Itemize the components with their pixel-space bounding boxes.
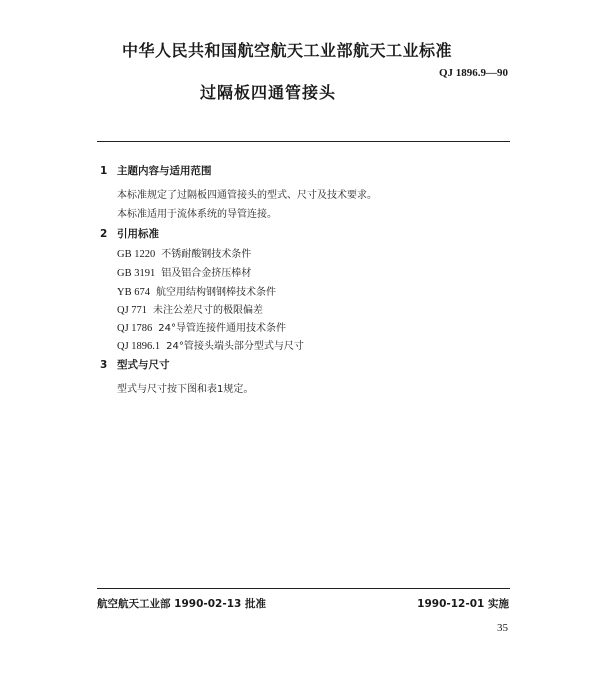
effective-date: 1990-12-01 实施 [417,598,509,610]
reference-title: 24°管接头端头部分型式与尺寸 [166,341,304,352]
section-3-number: 3 [100,359,108,371]
section-2-title: 引用标准 [117,228,159,240]
standard-code: QJ 1896.9—90 [438,67,508,79]
document-title: 过隔板四通管接头 [200,83,337,102]
reference-code: QJ 1786 [117,323,153,334]
section-1-heading [100,163,212,178]
approval-info: 航空航天工业部 1990-02-13 批准 [97,598,266,610]
reference-title: 铝及铝合金挤压棒材 [161,268,252,279]
reference-title: 不锈耐酸钢技术条件 [161,249,252,260]
section-1-line-1: 本标准规定了过隔板四通管接头的型式、尺寸及技术要求。 [117,190,377,201]
issuing-organization: 中华人民共和国航空航天工业部航天工业标准 [122,41,453,60]
reference-item [117,245,251,260]
footer-rule [97,588,510,589]
section-3-title: 型式与尺寸 [117,359,170,371]
section-1-line-2: 本标准适用于流体系统的导管连接。 [117,209,277,220]
reference-title: 未注公差尺寸的极限偏差 [153,305,264,316]
reference-code: GB 3191 [117,268,156,279]
reference-code: QJ 1896.1 [117,341,161,352]
reference-item [117,319,286,334]
reference-item [117,283,276,298]
section-1-title: 主题内容与适用范围 [117,165,212,177]
section-3-line-1: 型式与尺寸按下图和表1规定。 [117,384,254,395]
reference-item [117,337,304,352]
header-rule [97,141,510,142]
section-2-heading [100,226,159,241]
reference-item [117,301,263,316]
reference-code: QJ 771 [117,305,148,316]
section-2-number: 2 [100,228,108,240]
reference-item [117,264,251,279]
page-number: 35 [497,622,508,634]
reference-title: 24°导管连接件通用技术条件 [158,323,287,334]
section-3-heading [100,357,170,372]
reference-code: GB 1220 [117,249,156,260]
reference-title: 航空用结构钢钢棒技术条件 [155,287,276,298]
reference-code: YB 674 [117,287,150,298]
section-1-number: 1 [100,165,108,177]
